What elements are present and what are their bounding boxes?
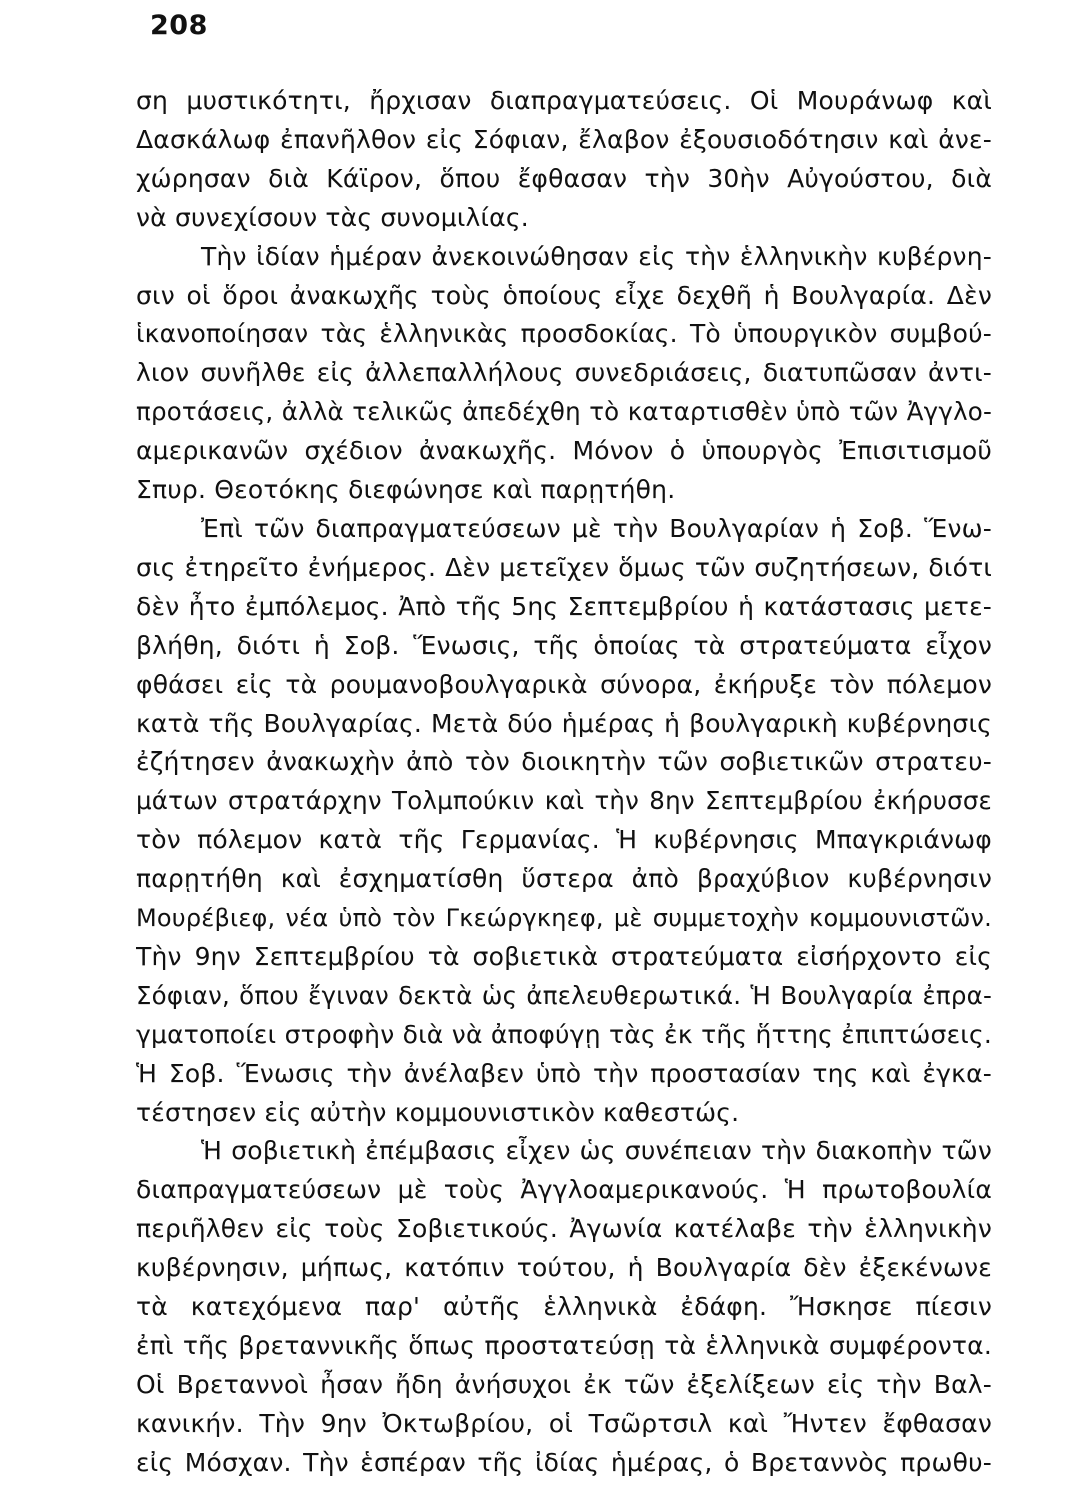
page-number: 208 <box>150 10 208 41</box>
text-line: Σόφιαν, ὅπου ἔγιναν δεκτὰ ὡς ἀπελευθερωτικά. Ἡ Βουλγαρία ἐπρα- <box>136 980 992 1010</box>
text-line: κυβέρνησιν, μήπως, κατόπιν τούτου, ἡ Βουλγαρία δὲν ἐξεκένωνε <box>136 1253 992 1283</box>
text-line: Τὴν ἰδίαν ἡμέραν ἀνεκοινώθησαν εἰς τὴν ἑλληνικὴν κυβέρνη- <box>201 241 992 271</box>
text-line: φθάσει εἰς τὰ ρουμανοβουλγαρικὰ σύνορα, ἐκήρυξε τὸν πόλεμον <box>136 669 992 699</box>
text-line: γματοποίει στροφὴν διὰ νὰ ἀποφύγῃ τὰς ἐκ τῆς ἥττης ἐπιπτώσεις. <box>136 1019 992 1049</box>
text-line: Ἐπὶ τῶν διαπραγματεύσεων μὲ τὴν Βουλγαρίαν ἡ Σοβ. Ἕνω- <box>201 513 992 543</box>
text-line: ἐπὶ τῆς βρεταννικῆς ὅπως προστατεύσῃ τὰ ἑλληνικὰ συμφέροντα. <box>136 1331 992 1360</box>
text-line: Δασκάλωφ ἐπανῆλθον εἰς Σόφιαν, ἔλαβον ἐξουσιοδότησιν καὶ ἀνε- <box>136 124 992 154</box>
text-line: βλήθη, διότι ἡ Σοβ. Ἕνωσις, τῆς ὁποίας τὰ στρατεύματα εἶχον <box>136 630 992 660</box>
text-line: Ἡ Σοβ. Ἕνωσις τὴν ἀνέλαβεν ὑπὸ τὴν προστασίαν της καὶ ἐγκα- <box>136 1058 992 1088</box>
text-line: ση μυστικότητι, ἤρχισαν διαπραγματεύσεις. Οἱ Μουράνωφ καὶ <box>136 86 992 115</box>
text-line: χώρησαν διὰ Κάϊρον, ὅπου ἔφθασαν τὴν 30ὴν Αὐγούστου, διὰ <box>136 163 992 193</box>
text-line: σιν οἱ ὅροι ἀνακωχῆς τοὺς ὁποίους εἶχε δεχθῆ ἡ Βουλγαρία. Δὲν <box>136 280 992 310</box>
text-line: λιον συνῆλθε εἰς ἀλλεπαλλήλους συνεδριάσεις, διατυπῶσαν ἀντι- <box>136 358 992 388</box>
text-line: νὰ συνεχίσουν τὰς συνομιλίας. <box>136 202 529 232</box>
text-line: Σπυρ. Θεοτόκης διεφώνησε καὶ παρῃτήθη. <box>136 475 676 505</box>
text-line: περιῆλθεν εἰς τοὺς Σοβιετικούς. Ἀγωνία κατέλαβε τὴν ἑλληνικὴν <box>136 1214 992 1244</box>
text-line: διαπραγματεύσεων μὲ τοὺς Ἀγγλοαμερικανούς. Ἡ πρωτοβουλία <box>136 1175 992 1205</box>
text-line: ἱκανοποίησαν τὰς ἑλληνικὰς προσδοκίας. Τὸ ὑπουργικὸν συμβού- <box>136 319 992 349</box>
text-line: Τὴν 9ην Σεπτεμβρίου τὰ σοβιετικὰ στρατεύματα εἰσήρχοντο εἰς <box>136 941 992 971</box>
text-line: προτάσεις, ἀλλὰ τελικῶς ἀπεδέχθη τὸ καταρτισθὲν ὑπὸ τῶν Ἀγγλο- <box>136 397 992 427</box>
text-line: δὲν ἦτο ἐμπόλεμος. Ἀπὸ τῆς 5ης Σεπτεμβρίου ἡ κατάστασις μετε- <box>136 591 992 621</box>
text-line: Μουρέβιεφ, νέα ὑπὸ τὸν Γκεώργκηεφ, μὲ συμμετοχὴν κομμουνιστῶν. <box>136 904 992 933</box>
text-line: τέστησεν εἰς αὐτὴν κομμουνιστικὸν καθεστώς. <box>136 1097 740 1127</box>
text-line: αμερικανῶν σχέδιον ἀνακωχῆς. Μόνον ὁ ὑπουργὸς Ἐπισιτισμοῦ <box>136 436 992 466</box>
text-line: τὸν πόλεμον κατὰ τῆς Γερμανίας. Ἡ κυβέρνησις Μπαγκριάνωφ <box>136 825 992 855</box>
text-line: παρῃτήθη καὶ ἐσχηματίσθη ὕστερα ἀπὸ βραχύβιον κυβέρνησιν <box>136 864 992 894</box>
text-line: Οἱ Βρεταννοὶ ἦσαν ἤδη ἀνήσυχοι ἐκ τῶν ἐξελίξεων εἰς τὴν Βαλ- <box>136 1369 992 1399</box>
text-line: εἰς Μόσχαν. Τὴν ἑσπέραν τῆς ἰδίας ἡμέρας, ὁ Βρεταννὸς πρωθυ- <box>136 1447 992 1477</box>
body-text <box>136 82 992 1483</box>
text-line: ἐζήτησεν ἀνακωχὴν ἀπὸ τὸν διοικητὴν τῶν σοβιετικῶν στρατευ- <box>136 747 992 777</box>
text-line: κανικήν. Τὴν 9ην Ὀκτωβρίου, οἱ Τσῶρτσιλ καὶ Ἤντεν ἔφθασαν <box>136 1408 992 1438</box>
text-line: Ἡ σοβιετικὴ ἐπέμβασις εἶχεν ὡς συνέπειαν τὴν διακοπὴν τῶν <box>201 1136 992 1166</box>
text-line: τὰ κατεχόμενα παρ' αὐτῆς ἑλληνικὰ ἐδάφη. Ἤσκησε πίεσιν <box>136 1292 992 1322</box>
text-line: κατὰ τῆς Βουλγαρίας. Μετὰ δύο ἡμέρας ἡ βουλγαρικὴ κυβέρνησις <box>136 708 992 738</box>
text-line: σις ἐτηρεῖτο ἐνήμερος. Δὲν μετεῖχεν ὅμως τῶν συζητήσεων, διότι <box>136 552 992 582</box>
text-line: μάτων στρατάρχην Τολμπούκιν καὶ τὴν 8ην Σεπτεμβρίου ἐκήρυσσε <box>136 786 992 816</box>
